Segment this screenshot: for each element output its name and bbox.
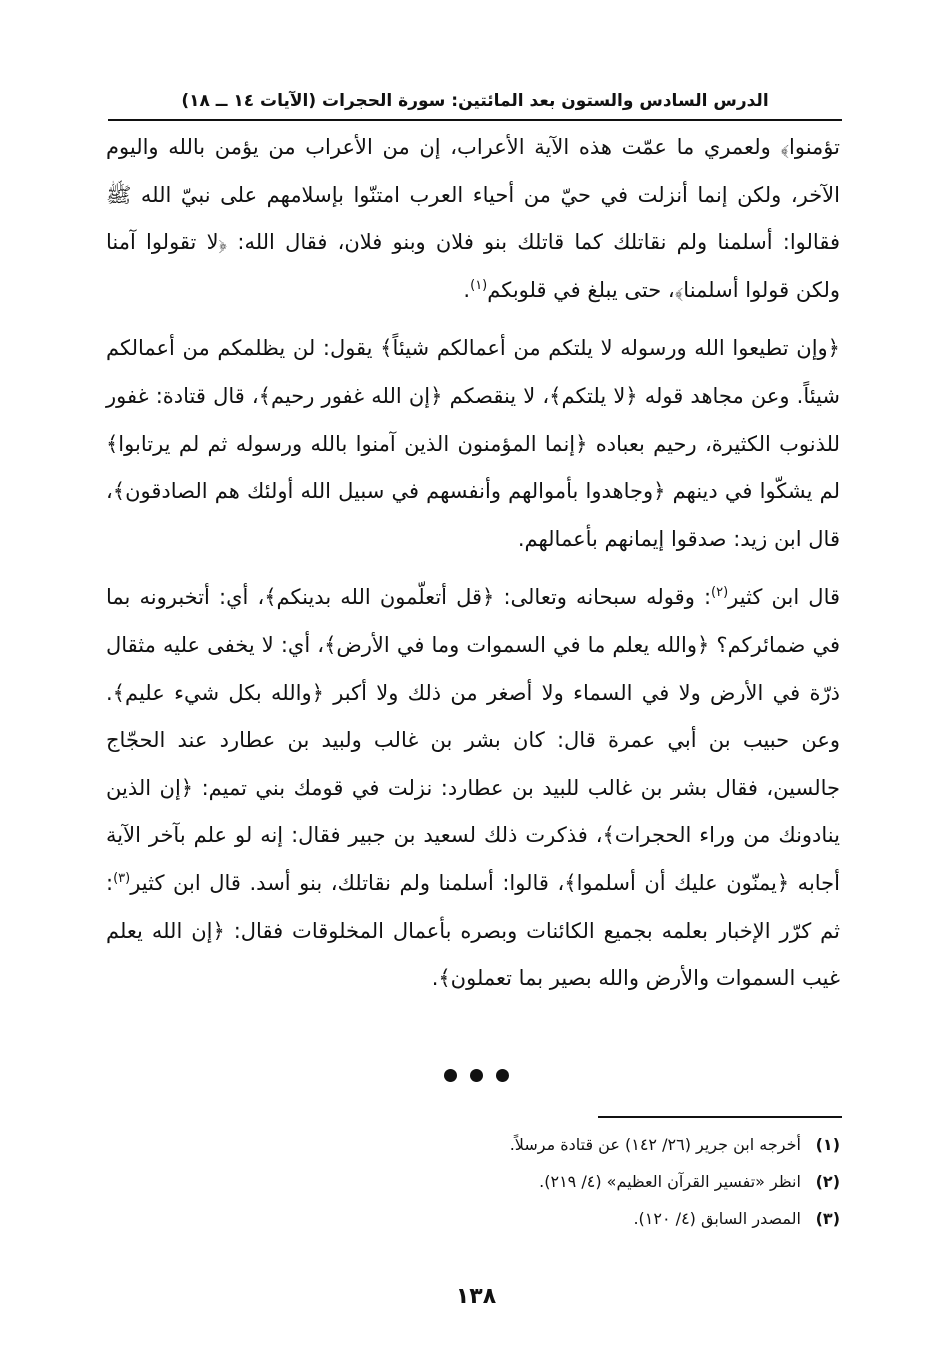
separator-dot bbox=[496, 1069, 509, 1082]
page-number: ١٣٨ bbox=[455, 1284, 497, 1309]
footnote-reference: (٢) bbox=[711, 585, 729, 601]
paragraph-text: تؤمنوا﴾ ولعمري ما عمّت هذه الآية الأعراب، إن من الأعراب من يؤمن بالله واليوم الآخر، ولكن إنما أنزلت في حيّ من أحياء العرب امتنّوا بإسلامهم على نبيّ الله ﷺ فقالوا: أسلمنا ولم نقاتلك كما قاتلك بنو فلان وبنو فلان، فقال الله: ﴿لا تقولوا آمنا ولكن قولوا أسلمنا﴾، حتى يبلغ في قلوبكم bbox=[106, 135, 840, 302]
paragraph-text: : وقوله سبحانه وتعالى: ﴿قل أتعلّمون الله بدينكم﴾، أي: أتخبرونه بما في ضمائركم؟ ﴿والله يعلم ما في السموات وما في الأرض﴾، أي: لا يخفى عليه مثقال ذرّة في الأرض ولا في السماء ولا أصغر من ذلك ولا أكبر ﴿والله بكل شيء عليم﴾. وعن حبيب بن أبي عمرة قال: كان بشر بن غالب ولبيد بن عطارد عند الحجّاج جالسين، فقال بشر بن غالب للبيد بن عطارد: نزلت في قومك بني تميم: ﴿إن الذين ينادونك من وراء الحجرات﴾، فذكرت ذلك لسعيد بن جبير فقال: إنه لو علم بآخر الآية أجابه ﴿يمنّون عليك أن أسلموا﴾، قالوا: أسلمنا ولم نقاتلك، بنو أسد. قال ابن كثير bbox=[106, 585, 840, 895]
paragraph: ﴿وإن تطيعوا الله ورسوله لا يلتكم من أعمالكم شيئاً﴾ يقول: لن يظلمكم من أعمالكم شيئاً. وعن مجاهد قوله ﴿لا يلتكم﴾، لا ينقصكم ﴿إن الله غفور رحيم﴾، قال قتادة: غفور للذنوب الكثيرة، رحيم بعباده ﴿إنما المؤمنون الذين آمنوا بالله ورسوله ثم لم يرتابوا﴾ لم يشكّوا في دينهم ﴿وجاهدوا بأموالهم وأنفسهم في سبيل الله أولئك هم الصادقون﴾، قال ابن زيد: صدقوا إيمانهم بأعمالهم. bbox=[106, 336, 840, 551]
footnote-text: المصدر السابق (٤/ ١٢٠). bbox=[633, 1209, 801, 1228]
separator-dot bbox=[444, 1069, 457, 1082]
paragraph-text: قال ابن كثير bbox=[728, 585, 841, 610]
footnote-reference: (١) bbox=[470, 277, 488, 293]
body-text bbox=[106, 124, 840, 1003]
footnote-text: انظر «تفسير القرآن العظيم» (٤/ ٢١٩). bbox=[539, 1172, 801, 1191]
footnote bbox=[300, 1163, 840, 1200]
paragraph-text-end: : ثم كرّر الإخبار بعلمه بجميع الكائنات وبصره بأعمال المخلوقات فقال: ﴿إن الله يعلم غيب السموات والأرض والله بصير بما تعملون﴾. bbox=[106, 870, 840, 991]
paragraph bbox=[106, 124, 840, 314]
header-rule bbox=[108, 119, 842, 121]
paragraph-text-end: . bbox=[463, 277, 471, 302]
footnote-text: أخرجه ابن جرير (٢٦/ ١٤٢) عن قتادة مرسلاً. bbox=[509, 1135, 801, 1154]
footnote-number: (١) bbox=[815, 1135, 840, 1154]
running-header: الدرس السادس والستون بعد المائتين: سورة الحجرات (الآيات ١٤ ــ ١٨) bbox=[181, 91, 769, 111]
footnote-number: (٣) bbox=[815, 1209, 840, 1228]
footnote-number: (٢) bbox=[815, 1172, 840, 1191]
footnote bbox=[300, 1126, 840, 1163]
separator-dot bbox=[470, 1069, 483, 1082]
footnote-reference: (٣) bbox=[113, 870, 131, 886]
paragraph bbox=[106, 574, 840, 1002]
footnote bbox=[300, 1200, 840, 1237]
footnotes bbox=[300, 1126, 840, 1237]
section-separator bbox=[0, 1060, 952, 1090]
footnote-rule bbox=[598, 1116, 842, 1118]
